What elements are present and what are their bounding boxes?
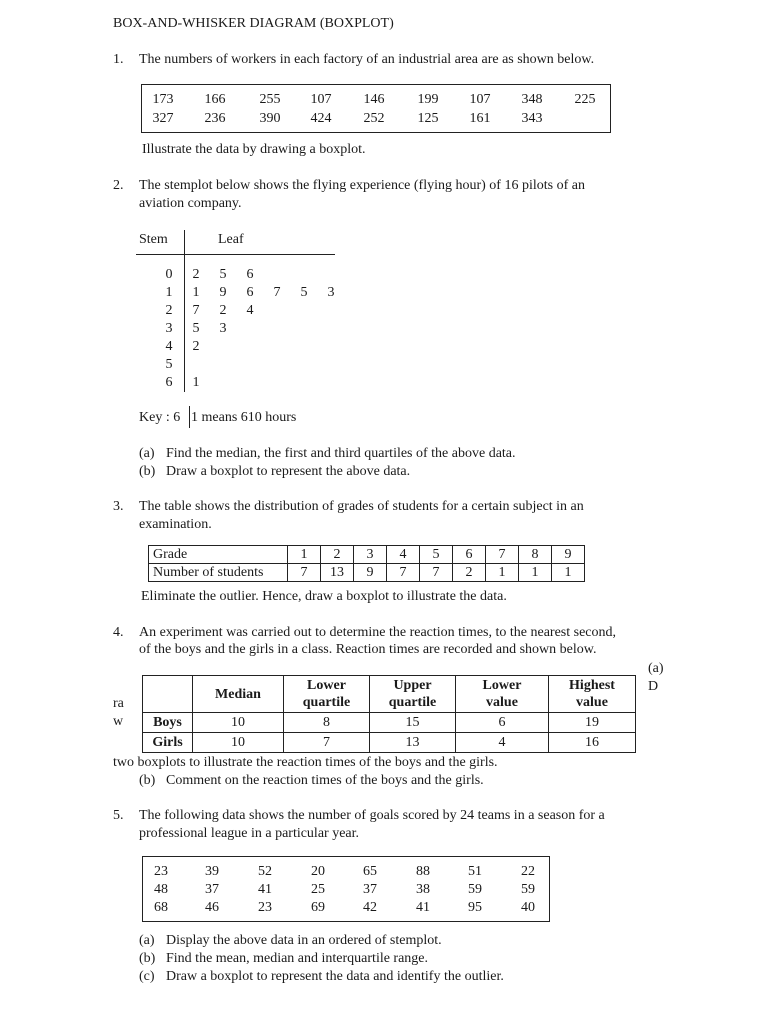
leaf-value: 1 <box>192 375 200 390</box>
data-value: 225 <box>574 92 596 107</box>
goal-value: 39 <box>205 864 219 879</box>
key-divider <box>189 406 190 428</box>
leaf-value: 3 <box>219 321 227 336</box>
data-value: 146 <box>363 92 385 107</box>
stem-value: 2 <box>165 303 173 318</box>
goal-value: 41 <box>258 882 272 897</box>
leaf-value: 2 <box>192 267 200 282</box>
leaf-value: 5 <box>219 267 227 282</box>
data-value: 166 <box>204 92 226 107</box>
count-row-label: Number of students <box>149 564 288 582</box>
boys-highest-value: 19 <box>549 713 636 733</box>
data-value: 424 <box>310 111 332 126</box>
goal-value: 22 <box>521 864 535 879</box>
grade-cell: 5 <box>420 546 453 564</box>
q2-text-line1: The stemplot below shows the flying experience (flying hour) of 16 pilots of an <box>139 178 585 193</box>
count-cell: 7 <box>288 564 321 582</box>
q4-text-line2: of the boys and the girls in a class. Reaction times are recorded and shown below. <box>139 642 597 657</box>
grade-cell: 3 <box>354 546 387 564</box>
goal-value: 59 <box>468 882 482 897</box>
goal-value: 48 <box>154 882 168 897</box>
header-highest-value: Highest value <box>549 676 636 713</box>
header-lower-value: Lower value <box>456 676 549 713</box>
count-cell: 1 <box>486 564 519 582</box>
goal-value: 41 <box>416 900 430 915</box>
q2-number: 2. <box>113 178 124 193</box>
q1-instruction: Illustrate the data by drawing a boxplot. <box>142 142 366 157</box>
header-median: Median <box>193 676 284 713</box>
data-value: 107 <box>310 92 332 107</box>
stemplot-horizontal-rule <box>136 254 335 255</box>
leaf-value: 4 <box>246 303 254 318</box>
goal-value: 59 <box>521 882 535 897</box>
q2-text-line2: aviation company. <box>139 196 242 211</box>
q4-part-b: Comment on the reaction times of the boys and the girls. <box>166 773 484 788</box>
count-cell: 1 <box>519 564 552 582</box>
data-value: 255 <box>259 92 281 107</box>
stem-value: 3 <box>165 321 173 336</box>
goal-value: 65 <box>363 864 377 879</box>
grade-cell: 8 <box>519 546 552 564</box>
table-row <box>149 564 585 582</box>
header-lower-quartile: Lower quartile <box>284 676 370 713</box>
grade-cell: 4 <box>387 546 420 564</box>
leaf-value: 1 <box>192 285 200 300</box>
goal-value: 42 <box>363 900 377 915</box>
goal-value: 46 <box>205 900 219 915</box>
boys-median: 10 <box>193 713 284 733</box>
q4-part-b-label: (b) <box>139 773 156 788</box>
q4-margin-d: D <box>648 679 659 694</box>
data-value: 327 <box>152 111 174 126</box>
q2-part-b-label: (b) <box>139 464 156 479</box>
boys-lower-value: 6 <box>456 713 549 733</box>
q5-part-a: Display the above data in an ordered of stemplot. <box>166 933 442 948</box>
goal-value: 88 <box>416 864 430 879</box>
leaf-value: 3 <box>327 285 335 300</box>
q2-part-a: Find the median, the first and third quartiles of the above data. <box>166 446 516 461</box>
goal-value: 69 <box>311 900 325 915</box>
header-upper-quartile: Upper quartile <box>370 676 456 713</box>
grades-table <box>148 545 585 582</box>
goal-value: 95 <box>468 900 482 915</box>
data-value: 343 <box>521 111 543 126</box>
q4-trail-text: two boxplots to illustrate the reaction times of the boys and the girls. <box>113 755 498 770</box>
leaf-header: Leaf <box>218 232 244 247</box>
grade-cell: 2 <box>321 546 354 564</box>
q5-number: 5. <box>113 808 124 823</box>
table-row <box>143 713 636 733</box>
leaf-value: 2 <box>219 303 227 318</box>
q3-text-line1: The table shows the distribution of grades of students for a certain subject in an <box>139 499 584 514</box>
q2-part-a-label: (a) <box>139 446 155 461</box>
stemplot-key-prefix: Key : 6 <box>139 410 181 425</box>
stemplot-key-suffix: 1 means 610 hours <box>191 410 297 425</box>
table-row <box>143 733 636 753</box>
stem-value: 0 <box>165 267 173 282</box>
goal-value: 40 <box>521 900 535 915</box>
leaf-value: 2 <box>192 339 200 354</box>
leaf-value: 6 <box>246 267 254 282</box>
row-label-girls: Girls <box>143 733 193 753</box>
row-label-boys: Boys <box>143 713 193 733</box>
q4-text-line1: An experiment was carried out to determine the reaction times, to the nearest second, <box>139 625 616 640</box>
data-value: 125 <box>417 111 439 126</box>
stem-header: Stem <box>139 232 168 247</box>
girls-highest-value: 16 <box>549 733 636 753</box>
q4-margin-a: (a) <box>648 661 664 676</box>
q5-text-line1: The following data shows the number of goals scored by 24 teams in a season for a <box>139 808 605 823</box>
count-cell: 9 <box>354 564 387 582</box>
data-value: 348 <box>521 92 543 107</box>
q1-number: 1. <box>113 52 124 67</box>
girls-median: 10 <box>193 733 284 753</box>
goal-value: 20 <box>311 864 325 879</box>
boys-lower-quartile: 8 <box>284 713 370 733</box>
q5-part-c-label: (c) <box>139 969 155 984</box>
goal-value: 23 <box>154 864 168 879</box>
girls-lower-value: 4 <box>456 733 549 753</box>
stem-value: 4 <box>165 339 173 354</box>
girls-lower-quartile: 7 <box>284 733 370 753</box>
stem-value: 1 <box>165 285 173 300</box>
stem-value: 5 <box>165 357 173 372</box>
q5-part-b-label: (b) <box>139 951 156 966</box>
grade-cell: 9 <box>552 546 585 564</box>
data-value: 252 <box>363 111 385 126</box>
leaf-value: 6 <box>246 285 254 300</box>
goal-value: 52 <box>258 864 272 879</box>
table-row <box>149 546 585 564</box>
q5-part-c: Draw a boxplot to represent the data and identify the outlier. <box>166 969 504 984</box>
leaf-value: 5 <box>192 321 200 336</box>
data-value: 173 <box>152 92 174 107</box>
boys-upper-quartile: 15 <box>370 713 456 733</box>
stem-value: 6 <box>165 375 173 390</box>
q2-part-b: Draw a boxplot to represent the above data. <box>166 464 411 479</box>
count-cell: 1 <box>552 564 585 582</box>
data-value: 390 <box>259 111 281 126</box>
goal-value: 25 <box>311 882 325 897</box>
q1-text: The numbers of workers in each factory of an industrial area are as shown below. <box>139 52 595 67</box>
data-value: 107 <box>469 92 491 107</box>
count-cell: 7 <box>387 564 420 582</box>
q4-number: 4. <box>113 625 124 640</box>
page-title: BOX-AND-WHISKER DIAGRAM (BOXPLOT) <box>113 16 394 31</box>
stemplot-vertical-rule <box>184 230 185 392</box>
header-blank-cell <box>143 676 193 713</box>
leaf-value: 7 <box>192 303 200 318</box>
reaction-times-table <box>142 675 636 753</box>
q5-part-b: Find the mean, median and interquartile range. <box>166 951 429 966</box>
count-cell: 13 <box>321 564 354 582</box>
data-value: 161 <box>469 111 491 126</box>
q4-margin-ra: ra <box>113 696 124 711</box>
data-value: 236 <box>204 111 226 126</box>
goal-value: 37 <box>205 882 219 897</box>
goal-value: 38 <box>416 882 430 897</box>
girls-upper-quartile: 13 <box>370 733 456 753</box>
leaf-value: 5 <box>300 285 308 300</box>
grade-cell: 7 <box>486 546 519 564</box>
goal-value: 51 <box>468 864 482 879</box>
leaf-value: 7 <box>273 285 281 300</box>
q5-text-line2: professional league in a particular year. <box>139 826 360 841</box>
data-value: 199 <box>417 92 439 107</box>
grade-row-label: Grade <box>149 546 288 564</box>
grade-cell: 1 <box>288 546 321 564</box>
q3-text-line2: examination. <box>139 517 212 532</box>
q3-number: 3. <box>113 499 124 514</box>
q4-margin-w: w <box>113 714 124 729</box>
q3-instruction: Eliminate the outlier. Hence, draw a boxplot to illustrate the data. <box>141 589 507 604</box>
goal-value: 37 <box>363 882 377 897</box>
count-cell: 7 <box>420 564 453 582</box>
q5-part-a-label: (a) <box>139 933 155 948</box>
leaf-value: 9 <box>219 285 227 300</box>
goal-value: 68 <box>154 900 168 915</box>
count-cell: 2 <box>453 564 486 582</box>
table-row <box>143 676 636 713</box>
goal-value: 23 <box>258 900 272 915</box>
grade-cell: 6 <box>453 546 486 564</box>
